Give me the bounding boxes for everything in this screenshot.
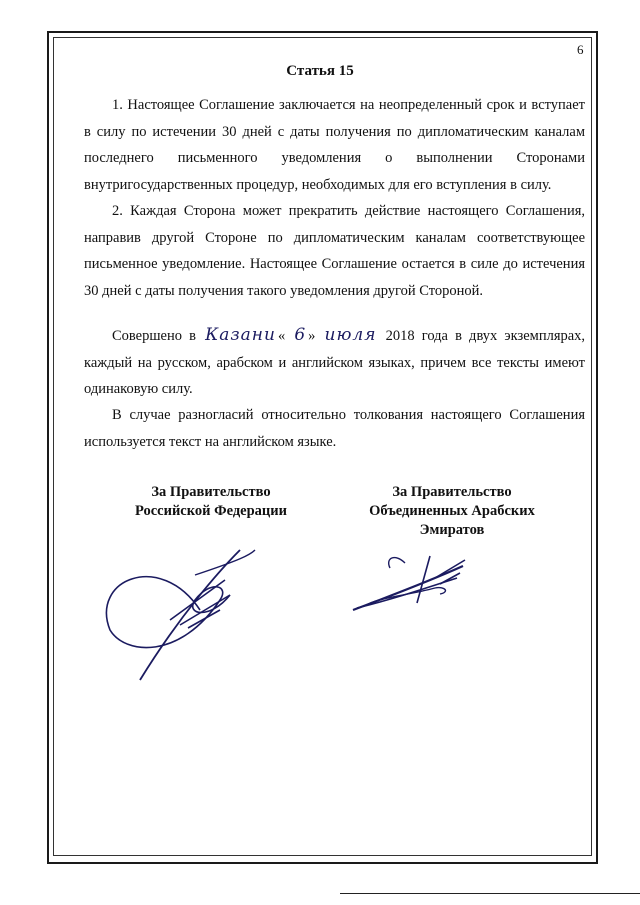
handwritten-place: Казани [205, 325, 276, 345]
page-number: 6 [577, 42, 584, 57]
signatory-russia-line1: За Правительство [151, 484, 271, 500]
open-quote: « [277, 328, 286, 344]
signatory-uae-line2: Объединенных Арабских [369, 503, 535, 519]
signatory-uae [337, 483, 567, 540]
signatory-russia [96, 483, 326, 521]
signature-russia [100, 540, 260, 690]
paragraph-divergence: В случае разногласий относительно толкования настоящего Соглашения используется текст на английском языке. [84, 407, 585, 450]
signatory-russia-line2: Российской Федерации [134, 503, 287, 519]
paragraph-done-at [84, 322, 585, 403]
signatory-uae-line3: Эмиратов [419, 522, 485, 538]
paragraph-entry-into-force: 1. Настоящее Соглашение заключается на неопределенный срок и вступает в силу по истечении 30 дней с даты получения по дипломатическим каналам последнего письменного уведомления о выполнении Сторонами внутригосударственных процедур, необходимых для его вступления в силу. [84, 97, 585, 193]
done-at-suffix: 2018 года в двух экземплярах, каждый на русском, арабском и английском языках, причем все тексты имеют одинаковую силу. [84, 328, 586, 397]
bottom-rule [340, 893, 640, 894]
article-title: Статья 15 [286, 63, 354, 79]
handwritten-month: июля [324, 325, 377, 345]
handwritten-day: 6 [294, 325, 307, 345]
close-quote: » [308, 328, 316, 344]
paragraph-termination: 2. Каждая Сторона может прекратить действие настоящего Соглашения, направив другой Стороне по дипломатическим каналам соответствующее письменное уведомление. Настоящее Соглашение остается в силе до истечения 30 дней с даты получения такого уведомления другой Стороной. [84, 203, 585, 299]
done-at-prefix: Совершено в [112, 328, 196, 344]
signature-uae [345, 548, 475, 628]
signatory-uae-line1: За Правительство [392, 484, 512, 500]
